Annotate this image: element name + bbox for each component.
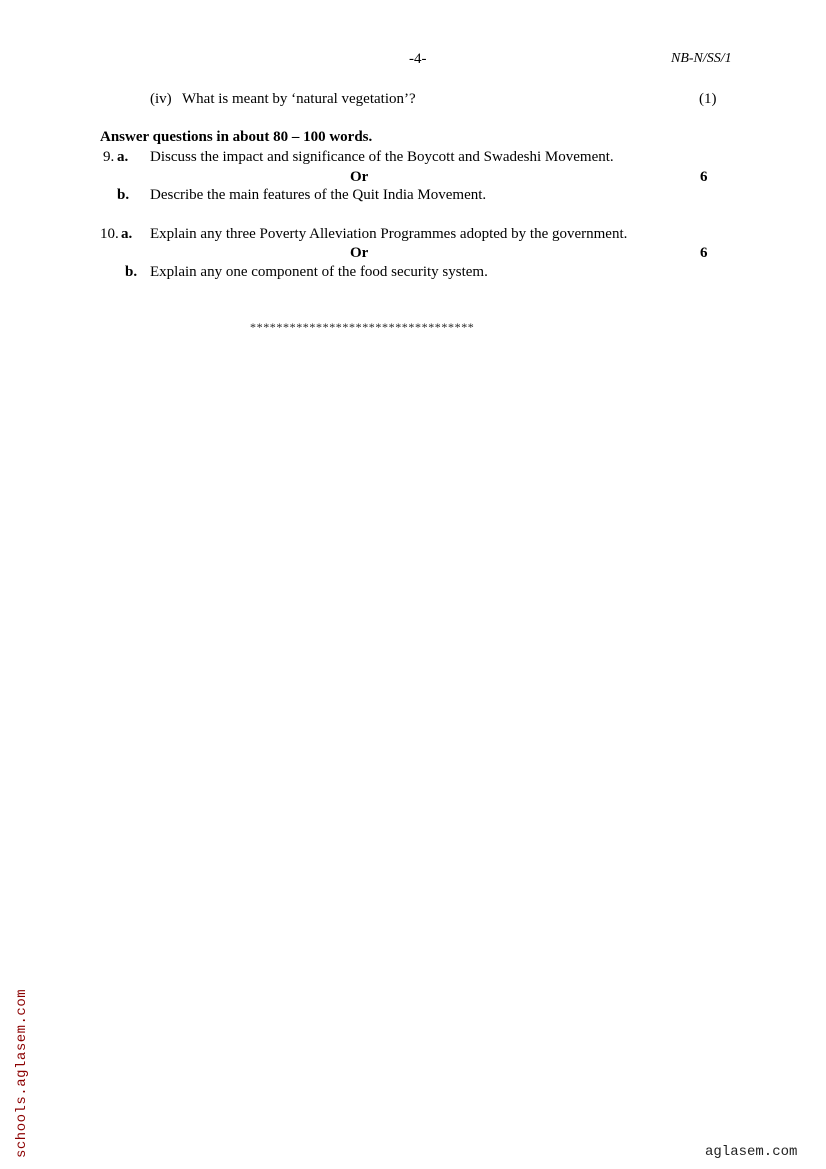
question-10b-label: b. (125, 264, 138, 280)
page-number: -4- (409, 51, 427, 67)
section-instruction: Answer questions in about 80 – 100 words. (100, 129, 373, 145)
question-9-marks: 6 (700, 169, 708, 185)
question-9a-text: Discuss the impact and significance of the Boycott and Swadeshi Movement. (150, 149, 614, 165)
question-10b-text: Explain any one component of the food security system. (150, 264, 488, 280)
paper-code: NB-N/SS/1 (671, 51, 732, 66)
question-iv-text: What is meant by ‘natural vegetation’? (182, 91, 416, 107)
question-9-number: 9. (103, 149, 115, 165)
question-iv-number: (iv) (150, 91, 172, 107)
question-10-or: Or (350, 245, 369, 261)
question-9b-label: b. (117, 187, 130, 203)
question-10-number: 10. (100, 226, 119, 242)
question-9a-label: a. (117, 149, 129, 165)
question-10a-label: a. (121, 226, 133, 242)
bottom-watermark: aglasem.com (705, 1144, 798, 1160)
question-iv-marks: (1) (699, 91, 717, 107)
question-10-marks: 6 (700, 245, 708, 261)
side-watermark: schools.aglasem.com (14, 988, 30, 1158)
question-10a-text: Explain any three Poverty Alleviation Programmes adopted by the government. (150, 226, 628, 242)
question-9-or: Or (350, 169, 369, 185)
end-of-paper-stars: ********************************** (250, 320, 475, 334)
question-9b-text: Describe the main features of the Quit India Movement. (150, 187, 487, 203)
